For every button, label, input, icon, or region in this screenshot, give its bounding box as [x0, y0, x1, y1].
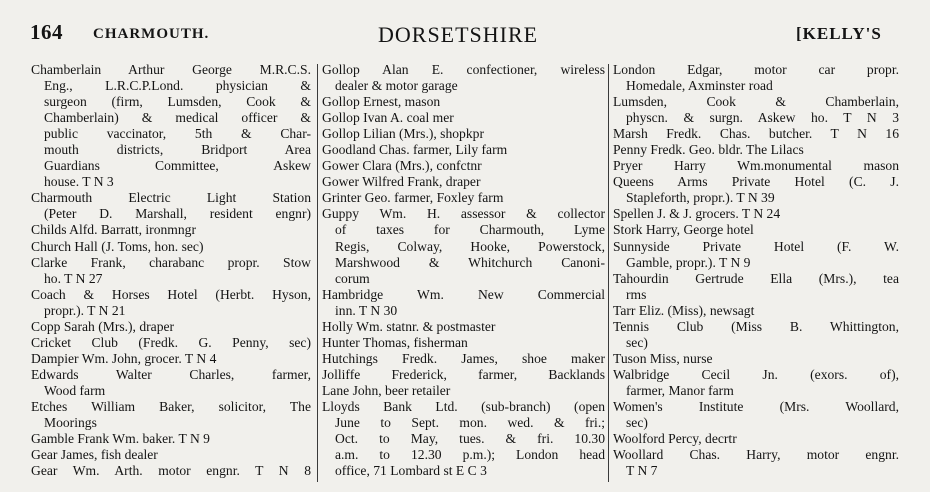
directory-line: Jolliffe Frederick, farmer, Backlands — [322, 366, 605, 382]
directory-line: house. T N 3 — [44, 174, 114, 190]
directory-line: Moorings — [44, 415, 97, 431]
directory-line: (Peter D. Marshall, resident engnr) — [44, 206, 311, 222]
directory-line: Gollop Ivan A. coal mer — [322, 110, 454, 126]
directory-line: Lloyds Bank Ltd. (sub-branch) (open — [322, 398, 605, 414]
directory-line: Copp Sarah (Mrs.), draper — [31, 318, 175, 334]
directory-line: Cricket Club (Fredk. G. Penny, sec) — [31, 334, 311, 350]
directory-line: office, 71 Lombard st E C 3 — [335, 463, 487, 479]
directory-line: Edwards Walter Charles, farmer, — [31, 366, 311, 382]
directory-line: June to Sept. mon. wed. & fri.; — [335, 415, 605, 431]
directory-line: Woolford Percy, decrtr — [613, 431, 737, 447]
directory-line: surgeon (firm, Lumsden, Cook & — [44, 94, 311, 110]
directory-column-3 — [613, 62, 899, 479]
directory-line: London Edgar, motor car propr. — [613, 62, 899, 77]
column-divider — [608, 64, 609, 482]
place-heading: CHARMOUTH. — [93, 26, 210, 42]
directory-line: Walbridge Cecil Jn. (exors. of), — [613, 366, 899, 382]
directory-line: Homedale, Axminster road — [626, 78, 773, 94]
directory-line: Charmouth Electric Light Station — [31, 190, 311, 206]
page-number: 164 — [30, 20, 63, 44]
directory-line: Woollard Chas. Harry, motor engnr. — [613, 447, 899, 463]
directory-line: Gower Wilfred Frank, draper — [322, 174, 481, 190]
directory-line: Stork Harry, George hotel — [613, 222, 754, 238]
directory-line: Gamble Frank Wm. baker. T N 9 — [31, 431, 210, 447]
directory-line: Sunnyside Private Hotel (F. W. — [613, 238, 899, 254]
directory-line: ho. T N 27 — [44, 270, 103, 286]
directory-line: Spellen J. & J. grocers. T N 24 — [613, 206, 781, 222]
directory-line: Chamberlain Arthur George M.R.C.S. — [31, 62, 311, 77]
directory-line: a.m. to 12.30 p.m.); London head — [335, 447, 605, 463]
directory-line: Gear Wm. Arth. motor engnr. T N 8 — [31, 463, 311, 479]
directory-line: Dampier Wm. John, grocer. T N 4 — [31, 350, 217, 366]
directory-line: mouth districts, Bridport Area — [44, 142, 311, 158]
directory-line: dealer & motor garage — [335, 78, 458, 94]
directory-line: sec) — [626, 334, 648, 350]
directory-line: Gear James, fish dealer — [31, 447, 158, 463]
directory-line: corum — [335, 270, 370, 286]
directory-line: Tahourdin Gertrude Ella (Mrs.), tea — [613, 270, 899, 286]
directory-line: Gollop Lilian (Mrs.), shopkpr — [322, 126, 484, 142]
directory-line: propr.). T N 21 — [44, 302, 126, 318]
directory-line: Coach & Horses Hotel (Herbt. Hyson, — [31, 286, 311, 302]
directory-line: Lane John, beer retailer — [322, 382, 451, 398]
county-title: DORSETSHIRE — [378, 22, 539, 47]
directory-line: Hambridge Wm. New Commercial — [322, 286, 605, 302]
directory-line: Wood farm — [44, 382, 106, 398]
directory-line: Women's Institute (Mrs. Woollard, — [613, 398, 899, 414]
directory-line: Gower Clara (Mrs.), confctnr — [322, 158, 482, 174]
directory-line: Gollop Alan E. confectioner, wireless — [322, 62, 605, 77]
directory-line: Queens Arms Private Hotel (C. J. — [613, 174, 899, 190]
directory-line: Tarr Eliz. (Miss), newsagt — [613, 302, 755, 318]
directory-line: Guppy Wm. H. assessor & collector — [322, 206, 605, 222]
directory-line: Marshwood & Whitchurch Canoni- — [335, 254, 605, 270]
directory-line: farmer, Manor farm — [626, 382, 734, 398]
directory-line: Grinter Geo. farmer, Foxley farm — [322, 190, 504, 206]
directory-line: Regis, Colway, Hooke, Powerstock, — [335, 238, 605, 254]
directory-line: Church Hall (J. Toms, hon. sec) — [31, 238, 204, 254]
directory-line: rms — [626, 286, 647, 302]
directory-line: Pryer Harry Wm.monumental mason — [613, 158, 899, 174]
directory-line: Stapleforth, propr.). T N 39 — [626, 190, 775, 206]
directory-line: Chamberlain) & medical officer & — [44, 110, 311, 126]
directory-line: T N 7 — [626, 463, 658, 479]
directory-line: Guardians Committee, Askew — [44, 158, 311, 174]
directory-line: public vaccinator, 5th & Char- — [44, 126, 311, 142]
directory-line: Childs Alfd. Barratt, ironmngr — [31, 222, 196, 238]
directory-line: sec) — [626, 415, 648, 431]
directory-line: Etches William Baker, solicitor, The — [31, 398, 311, 414]
directory-line: Oct. to May, tues. & fri. 10.30 — [335, 431, 605, 447]
publisher-mark: [KELLY'S — [796, 24, 882, 43]
directory-line: Gollop Ernest, mason — [322, 94, 441, 110]
directory-line: inn. T N 30 — [335, 302, 398, 318]
directory-column-1 — [31, 62, 311, 479]
directory-column-2 — [322, 62, 605, 479]
directory-line: Marsh Fredk. Chas. butcher. T N 16 — [613, 126, 899, 142]
directory-line: physcn. & surgn. Askew ho. T N 3 — [626, 110, 899, 126]
directory-line: Holly Wm. statnr. & postmaster — [322, 318, 496, 334]
directory-line: Penny Fredk. Geo. bldr. The Lilacs — [613, 142, 804, 158]
directory-line: Tuson Miss, nurse — [613, 350, 713, 366]
directory-line: of taxes for Charmouth, Lyme — [335, 222, 605, 238]
directory-line: Hunter Thomas, fisherman — [322, 334, 468, 350]
directory-line: Gamble, propr.). T N 9 — [626, 254, 751, 270]
column-divider — [317, 64, 318, 482]
directory-line: Tennis Club (Miss B. Whittington, — [613, 318, 899, 334]
directory-line: Clarke Frank, charabanc propr. Stow — [31, 254, 311, 270]
directory-line: Eng., L.R.C.P.Lond. physician & — [44, 78, 311, 94]
directory-line: Hutchings Fredk. James, shoe maker — [322, 350, 605, 366]
directory-line: Goodland Chas. farmer, Lily farm — [322, 142, 508, 158]
page-header — [0, 0, 930, 60]
directory-line: Lumsden, Cook & Chamberlain, — [613, 94, 899, 110]
